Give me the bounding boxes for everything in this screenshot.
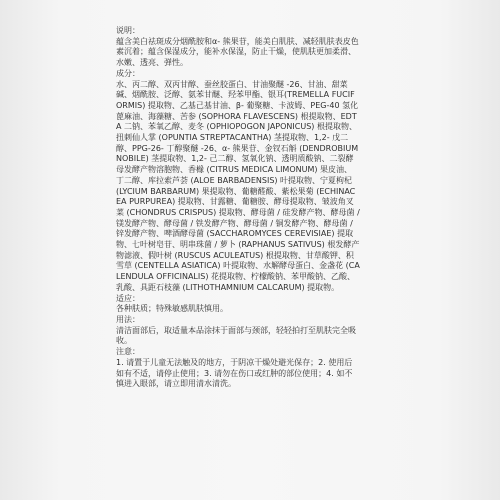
notes-heading: 注意：	[116, 347, 140, 357]
suitable-text: 各种肤质；特殊敏感肌肤慎用。	[116, 304, 228, 314]
notes-text: 1. 请置于儿童无法触及的地方，于阴凉干燥处避光保存；2. 使用后如有不适，请停止使用；3. 请勿在伤口或红肿的部位使用；4. 如不慎进入眼部，请立即用清水清洗。	[116, 357, 353, 389]
ingredients-text: 水、丙二醇、双丙甘醇、蚕丝胶蛋白、甘油聚醚 -26、甘油、甜菜碱、烟酰胺、泛醇、氨苯甘醚、羟苯甲酯、银耳(TREMELLA FUCIFORMIS) 提取物、乙基己基甘油、β- 葡聚糖、卡波姆、PEG-40 氢化蓖麻油、海藻糖、苦参 (SOPHORA FLAVESCENS) 根提取物、EDTA 二钠、苯氧乙醇、麦冬 (OPHIOPOGON JAPONICUS) 根提取物、扭刺仙人掌 (OPUNTIA STREPTACANTHA) 茎提取物、1,2- 戊二醇、PPG-26- 丁醇聚醚 -26、α- 熊果苷、金钗石斛 (DENDROBIUM NOBILE) 茎提取物、1,2- 己二醇、氢氧化钠、透明质酸钠、二裂酵母发酵产物溶胞物、香橼 (CITRUS MEDICA LIMONUM) 果皮油、丁二醇、库拉索芦荟 (ALOE BARBADENSIS) 叶提取物、宁夏枸杞 (LYCIUM BARBARUM) 果提取物、葡糖醛酸、紫松果菊 (ECHINACEA PURPUREA) 提取物、甘露糖、葡糖胺、酵母提取物、皱波角叉菜 (CHONDRUS CRISPUS) 提取物、酵母菌 / 硅发酵产物、酵母菌 / 镁发酵产物、酵母菌 / 铁发酵产物、酵母菌 / 铜发酵产物、酵母菌 / 锌发酵产物、啤酒酵母菌 (SACCHAROMYCES CEREVISIAE) 提取物、七叶树皂苷、明串珠菌 / 萝卜 (RAPHANUS SATIVUS) 根发酵产物滤液、假叶树 (RUSCUS ACULEATUS) 根提取物、甘草酸钾、积雪草 (CENTELLA ASIATICA) 叶提取物、水解酵母蛋白、金盏花 (CALENDULA OFFICINALIS) 花提取物、柠檬酸钠、苯甲酸钠、乙酸、乳酸、具距石枝藻 (LITHOTHAMNIUM CALCARUM) 提取物。	[116, 79, 360, 292]
label-text-block	[116, 26, 360, 390]
description-text: 蕴含美白祛斑成分烟酰胺和α- 熊果苷，能美白肌肤、减轻肌肤表皮色素沉着；蕴含保湿成分，能补水保湿，防止干燥，使肌肤更加柔滑、水嫩、透亮、弹性。	[116, 36, 359, 68]
suitable-heading: 适应：	[116, 293, 140, 303]
usage-text: 清洁面部后，取适量本品涂抹于面部与颈部，轻轻拍打至肌肤完全吸收。	[116, 325, 356, 346]
description-heading: 说明：	[116, 26, 140, 35]
usage-heading: 用法：	[116, 314, 140, 324]
ingredients-heading: 成分：	[116, 68, 140, 78]
